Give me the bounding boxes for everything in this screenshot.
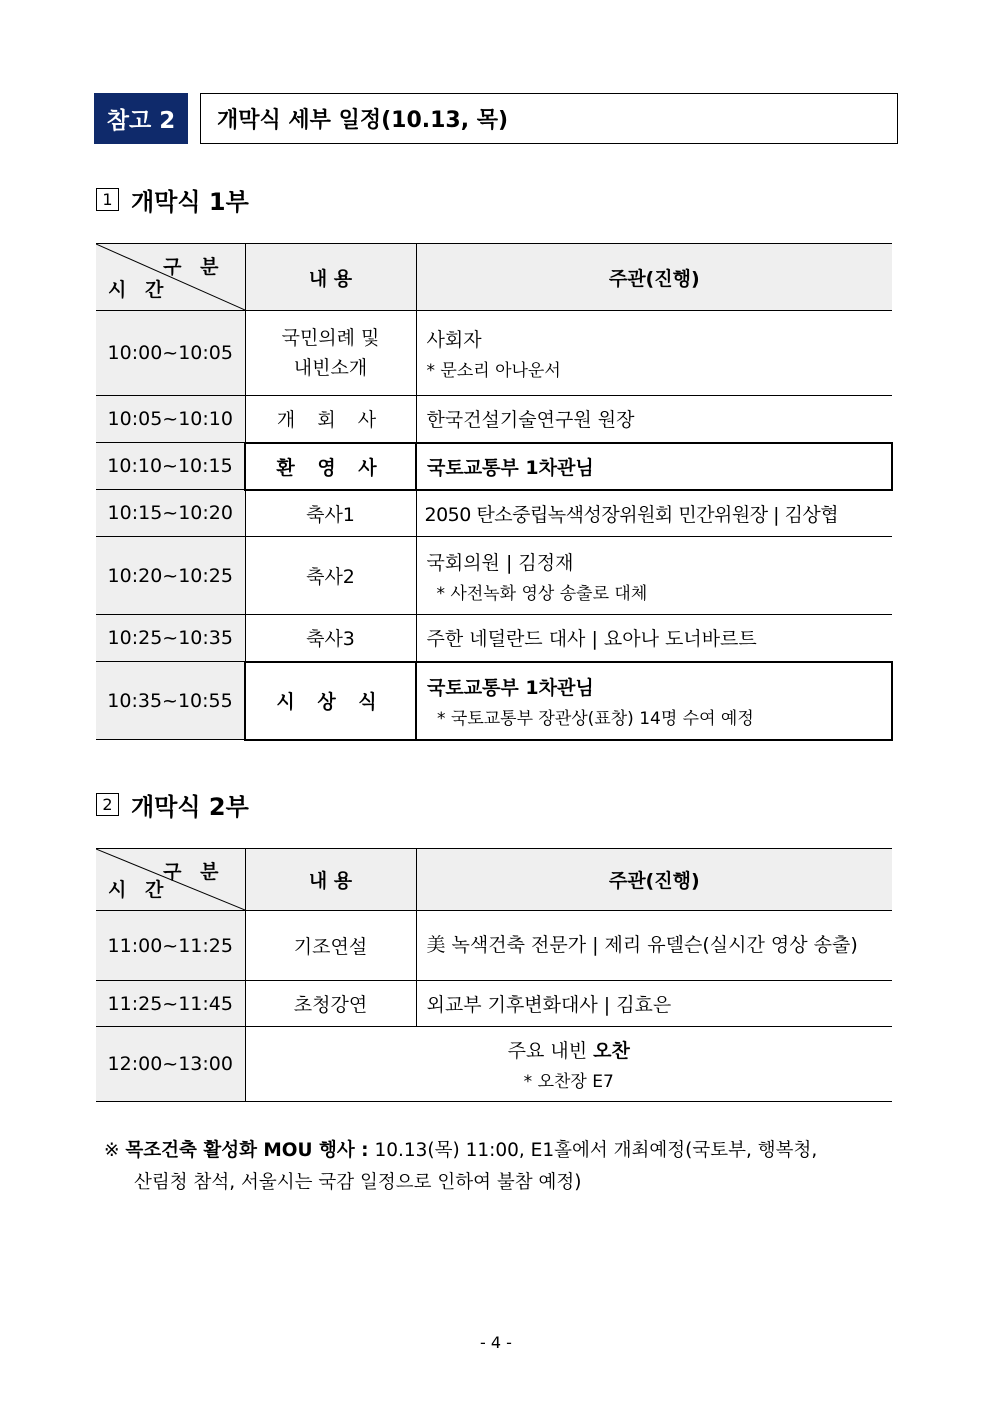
- lunch-note: * 오찬장 E7: [523, 1072, 614, 1092]
- footnote-mark: ※: [104, 1140, 120, 1161]
- table-row: [96, 311, 892, 396]
- lunch-bold: 오찬: [593, 1040, 630, 1062]
- section-title-part2: [96, 787, 249, 822]
- time-cell: 10:35~10:55: [96, 662, 245, 740]
- header-category-label: 구 분: [163, 256, 225, 278]
- section-number-box: 2: [96, 793, 119, 816]
- time-cell: 10:00~10:05: [96, 311, 245, 396]
- content-cell: 국민의례 및 내빈소개: [245, 311, 416, 396]
- table-row: [96, 396, 892, 443]
- host-cell: [416, 662, 892, 740]
- table-row: [96, 537, 892, 615]
- header-category-label: 구 분: [163, 861, 225, 883]
- time-cell: 12:00~13:00: [96, 1027, 245, 1102]
- host-cell: 한국건설기술연구원 원장: [416, 396, 892, 443]
- header-diagonal-cell: [96, 849, 245, 911]
- schedule-table-part2: [96, 848, 892, 1102]
- host-cell: 2050 탄소중립녹색성장위원회 민간위원장 | 김상협: [416, 490, 892, 537]
- table-row: [96, 1027, 892, 1102]
- host-cell: 주한 네덜란드 대사 | 요아나 도너바르트: [416, 615, 892, 662]
- footnote: [104, 1135, 904, 1200]
- section-number-box: 1: [96, 188, 119, 211]
- content-cell: 개 회 사: [245, 396, 416, 443]
- table-row: [96, 662, 892, 740]
- host-text: 국회의원 | 김정재: [426, 551, 574, 574]
- table-row: [96, 443, 892, 490]
- lunch-text: [246, 1036, 893, 1063]
- lunch-cell: [245, 1027, 892, 1102]
- footnote-line2: 산림청 참석, 서울시는 국감 일정으로 인하여 불참 예정): [134, 1172, 582, 1194]
- header-content: 내 용: [245, 244, 416, 311]
- footnote-text: 10.13(목) 11:00, E1홀에서 개최예정(국토부, 행복청,: [368, 1140, 818, 1161]
- content-cell: 환 영 사: [245, 443, 416, 490]
- lunch-prefix: 주요 내빈: [507, 1040, 594, 1062]
- header-time-label: 시 간: [108, 879, 170, 901]
- reference-title: 개막식 세부 일정(10.13, 목): [200, 93, 898, 144]
- host-text: 국토교통부 1차관님: [427, 676, 594, 699]
- footnote-line1: [104, 1135, 904, 1167]
- content-cell: 초청강연: [245, 981, 416, 1027]
- table-row: [96, 615, 892, 662]
- time-cell: 10:20~10:25: [96, 537, 245, 615]
- host-cell: 국토교통부 1차관님: [416, 443, 892, 490]
- table-row: [96, 911, 892, 981]
- host-cell: [416, 537, 892, 615]
- time-cell: 11:00~11:25: [96, 911, 245, 981]
- reference-badge: 참고 2: [94, 93, 188, 144]
- section-title-part1: [96, 182, 249, 217]
- time-cell: 10:15~10:20: [96, 490, 245, 537]
- host-cell: 외교부 기후변화대사 | 김효은: [416, 981, 892, 1027]
- time-cell: 10:25~10:35: [96, 615, 245, 662]
- content-cell: 축사1: [245, 490, 416, 537]
- host-note: * 문소리 아나운서: [426, 361, 561, 381]
- page-number: - 4 -: [480, 1333, 512, 1352]
- host-text: 사회자: [426, 329, 482, 351]
- schedule-table-part1: [96, 243, 893, 741]
- header-host: 주관(진행): [416, 244, 892, 311]
- footnote-bold: 목조건축 활성화 MOU 행사 :: [125, 1140, 369, 1161]
- table-header-row: [96, 244, 892, 311]
- header-diagonal-cell: [96, 244, 245, 311]
- time-cell: 10:05~10:10: [96, 396, 245, 443]
- header-host: 주관(진행): [416, 849, 892, 911]
- time-cell: 11:25~11:45: [96, 981, 245, 1027]
- host-cell: [416, 311, 892, 396]
- table-row: [96, 981, 892, 1027]
- host-cell: 美 녹색건축 전문가 | 제리 유델슨(실시간 영상 송출): [416, 911, 892, 981]
- section-title-text: 개막식 2부: [131, 793, 249, 821]
- content-cell: 축사2: [245, 537, 416, 615]
- section-title-text: 개막식 1부: [131, 188, 249, 216]
- reference-header: [94, 93, 898, 144]
- time-cell: 10:10~10:15: [96, 443, 245, 490]
- table-row: [96, 490, 892, 537]
- content-cell: 시 상 식: [245, 662, 416, 740]
- header-content: 내 용: [245, 849, 416, 911]
- table-header-row: [96, 849, 892, 911]
- host-note: * 사전녹화 영상 송출로 대체: [436, 583, 648, 604]
- header-time-label: 시 간: [108, 279, 170, 301]
- content-cell: 기조연설: [245, 911, 416, 981]
- host-note: * 국토교통부 장관상(표창) 14명 수여 예정: [437, 708, 754, 729]
- content-cell: 축사3: [245, 615, 416, 662]
